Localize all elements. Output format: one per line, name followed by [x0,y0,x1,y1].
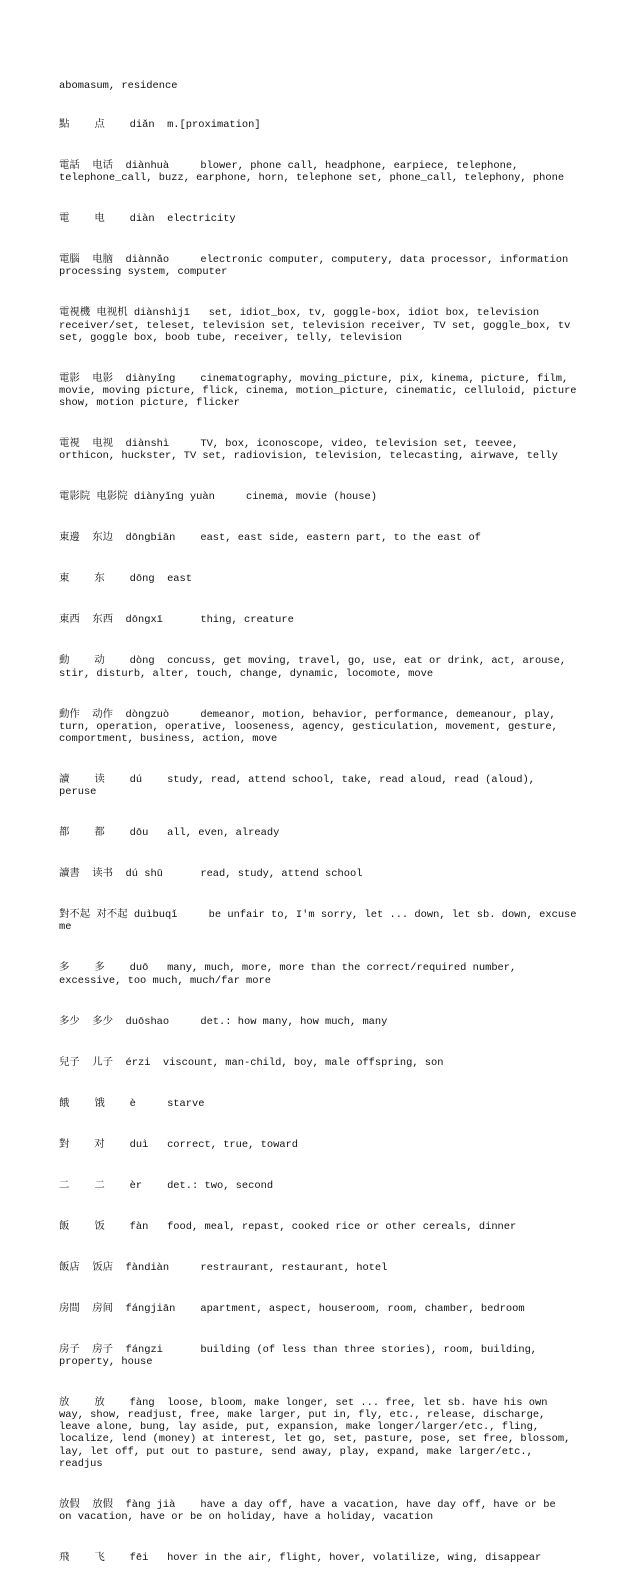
dictionary-entry: 兒子 儿子 érzi viscount, man-child, boy, male offspring, son [59,1056,444,1069]
dictionary-entry: 電影院 电影院 diànyǐng yuàn cinema, movie (house) [59,491,377,504]
dictionary-entry: 電話 电话 diànhuà blower, phone call, headphone, earpiece, telephone, telephone_call, buzz, earphone, horn, telephone set, phone_call, telephony, phone [59,160,565,185]
dictionary-entry: 對不起 对不起 duìbuqǐ be unfair to, I'm sorry, let ... down, let sb. down, excuse me [59,909,577,934]
dictionary-entry: 電視 电视 diànshì TV, box, iconoscope, video, television set, teevee, orthicon, huckster, TV set, radiovision, television, telecasting, airwave, telly [59,438,558,463]
dictionary-entry: 動作 动作 dòngzuò demeanor, motion, behavior, performance, demeanour, play, turn, operation, operative, looseness, agency, gesticulation, movement, gesture, comportment, business, action, move [59,708,558,746]
dictionary-entry: 二 二 èr det.: two, second [59,1179,274,1192]
dictionary-entry: 點 点 diǎn m.[proximation] [59,119,261,132]
dictionary-entry: 房間 房间 fángjiān apartment, aspect, houseroom, room, chamber, bedroom [59,1302,525,1315]
dictionary-entry: 東 东 dōng east [59,573,193,586]
dictionary-page [59,56,591,1581]
dictionary-entry: 電腦 电脑 diànnǎo electronic computer, computery, data processor, information processing system, computer [59,254,569,279]
dictionary-entry: 飯店 饭店 fàndiàn restraurant, restaurant, hotel [59,1261,388,1274]
dictionary-entry: 都 都 dōu all, even, already [59,827,280,840]
dictionary-entry: 對 对 duì correct, true, toward [59,1138,299,1151]
dictionary-entry: 多少 多少 duōshao det.: how many, how much, many [59,1015,388,1028]
dictionary-entry: 房子 房子 fángzi building (of less than three stories), room, building, property, house [59,1343,538,1368]
dictionary-entry: 讀 读 dú study, read, attend school, take, read aloud, read (aloud), peruse [59,774,535,799]
dictionary-entry: 電影 电影 diànyǐng cinematography, moving_picture, pix, kinema, picture, film, movie, moving picture, flick, cinema, motion_picture, cinematic, celluloid, picture show, motion picture, flicker [59,372,577,410]
dictionary-entry: 飛 飞 fēi hover in the air, flight, hover, volatilize, wing, disappear [59,1552,542,1565]
dictionary-entry: 放假 放假 fàng jià have a day off, have a vacation, have day off, have or be on vacation, have or be on holiday, have a holiday, vacation [59,1498,556,1524]
dictionary-entry: 電視機 电视机 diànshìjī set, idiot_box, tv, goggle-box, idiot box, television receiver/set, teleset, television set, television receiver, TV set, goggle_box, tv set, goggle box, boob tube, receiver, telly, television [59,307,571,344]
dictionary-entry: 多 多 duō many, much, more, more than the correct/required number, excessive, too much, much/far more [59,962,517,987]
dictionary-entry: 放 放 fàng loose, bloom, make longer, set ... free, let sb. have his own way, show, readjust, free, make larger, put in, fly, etc., release, discharge, leave alone, bung, lay aside, put, expansion, make longer/larger/etc., fling, localize, lend (money) at interest, let go, set, pasture, pose, set free, blossom, lay, let off, put out to pasture, send away, play, expand, make larger/etc., readjus [59,1396,571,1470]
dictionary-entry: 讀書 读书 dú shū read, study, attend school [59,868,363,881]
dictionary-entry: abomasum, residence [59,80,178,93]
dictionary-entry: 東邊 东边 dōngbiān east, east side, eastern part, to the east of [59,532,481,545]
dictionary-entry: 電 电 diàn electricity [59,213,236,226]
dictionary-entry: 東西 东西 dōngxī thing, creature [59,614,294,627]
dictionary-entry: 餓 饿 è starve [59,1097,205,1110]
dictionary-entry: 飯 饭 fàn food, meal, repast, cooked rice or other cereals, dinner [59,1220,517,1233]
dictionary-entry: 動 动 dòng concuss, get moving, travel, go, use, eat or drink, act, arouse, stir, disturb, alter, touch, change, dynamic, locomote, move [59,655,567,680]
